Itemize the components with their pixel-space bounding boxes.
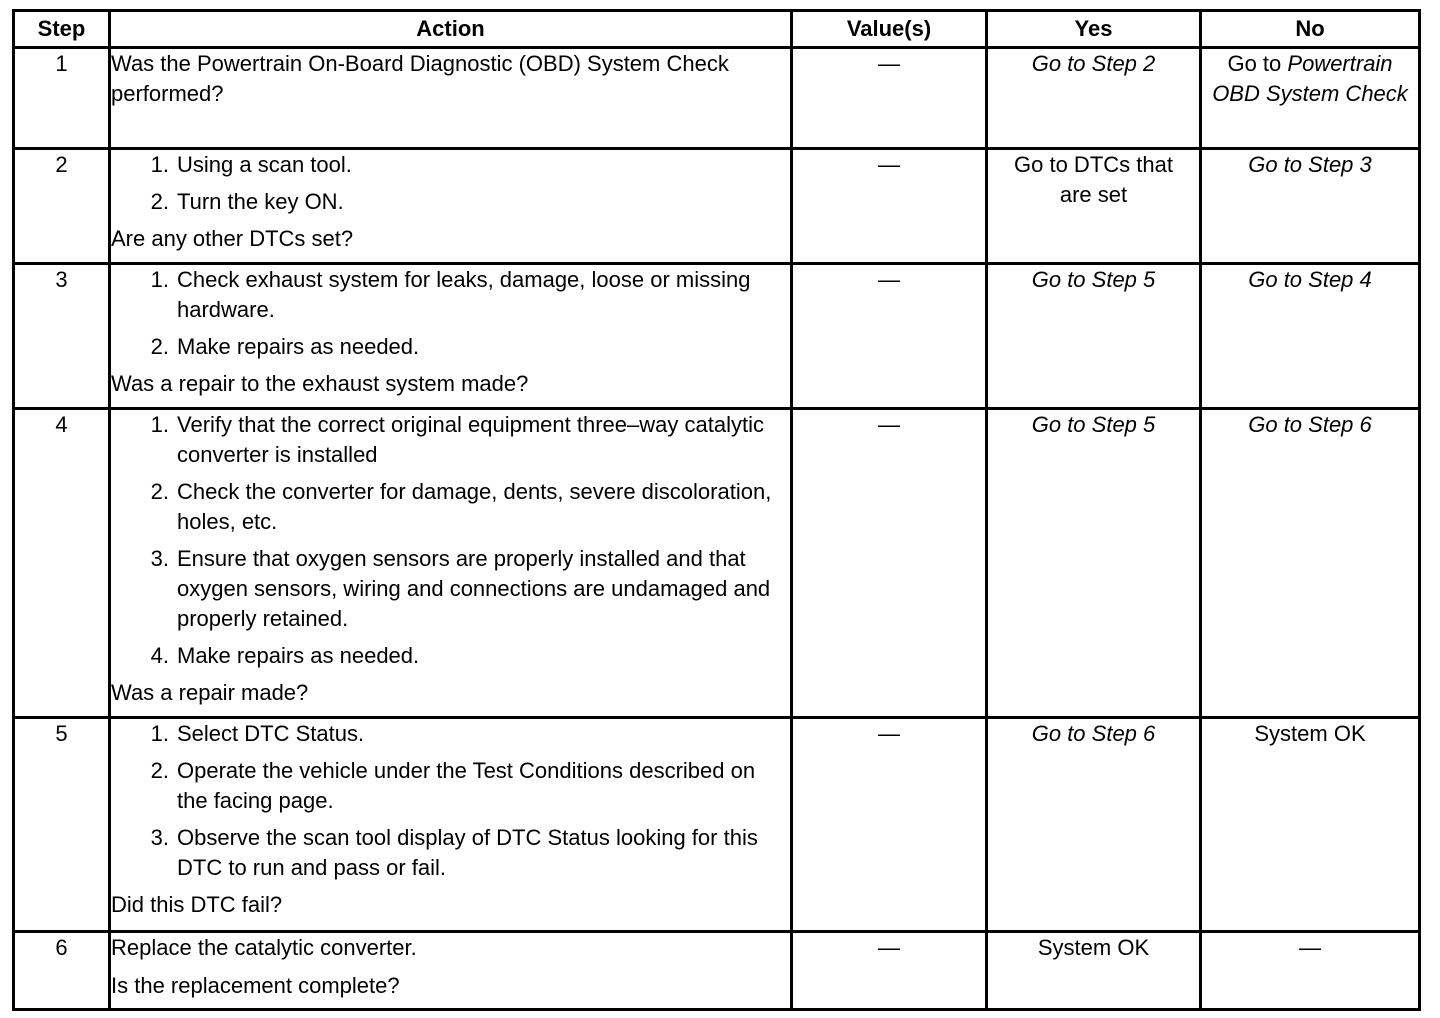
yes-cell: Go to Step 5 [987, 264, 1201, 409]
value-cell: — [792, 48, 987, 149]
action-step: 2. Operate the vehicle under the Test Conditions described on the facing page. [150, 758, 756, 813]
action-steps [111, 150, 790, 217]
table-row-step-2 [14, 149, 1420, 264]
header-row [14, 11, 1420, 48]
no-cell: Go to Step 6 [1201, 409, 1420, 718]
action-question: Was a repair made? [111, 680, 309, 705]
value-cell: — [792, 409, 987, 718]
no-cell: Go to Step 3 [1201, 149, 1420, 264]
action-cell [110, 48, 792, 149]
no-link-text: Powertrain OBD System Check [1212, 51, 1408, 106]
yes-cell: Go to Step 5 [987, 409, 1201, 718]
action-question: Are any other DTCs set? [111, 226, 354, 251]
action-question: Is the replacement complete? [111, 973, 400, 998]
table-row-step-6 [14, 932, 1420, 1010]
value-cell: — [792, 149, 987, 264]
action-steps [111, 719, 790, 883]
no-cell: Go to Step 4 [1201, 264, 1420, 409]
table-row-step-5 [14, 718, 1420, 932]
action-cell [110, 932, 792, 1010]
action-steps [111, 265, 790, 362]
value-cell: — [792, 264, 987, 409]
action-cell [110, 409, 792, 718]
action-step: 2. Make repairs as needed. [150, 334, 420, 359]
header-no: No [1201, 11, 1420, 48]
action-steps [111, 410, 790, 671]
table-row-step-3 [14, 264, 1420, 409]
yes-cell: Go to DTCs that are set [987, 149, 1201, 264]
action-step: 3. Ensure that oxygen sensors are properly installed and that oxygen sensors, wiring and connections are undamaged and properly retained. [150, 546, 771, 631]
step-number: 6 [14, 932, 110, 1010]
action-cell [110, 718, 792, 932]
action-cell [110, 149, 792, 264]
step-number: 4 [14, 409, 110, 718]
action-step: 3. Observe the scan tool display of DTC Status looking for this DTC to run and pass or fail. [150, 825, 758, 880]
action-step: 4. Make repairs as needed. [150, 643, 420, 668]
no-cell: System OK [1201, 718, 1420, 932]
action-step: 1. Verify that the correct original equipment three–way catalytic converter is installed [150, 412, 764, 467]
diagnostic-table [12, 9, 1421, 1011]
step-number: 3 [14, 264, 110, 409]
table-row-step-4 [14, 409, 1420, 718]
action-step: 2. Check the converter for damage, dents, severe discoloration, holes, etc. [150, 479, 772, 534]
action-step: 1. Check exhaust system for leaks, damage, loose or missing hardware. [150, 267, 751, 322]
table-row-step-1 [14, 48, 1420, 149]
no-cell [1201, 48, 1420, 149]
action-step: 1. Using a scan tool. [150, 152, 352, 177]
no-cell: — [1201, 932, 1420, 1010]
yes-cell: Go to Step 6 [987, 718, 1201, 932]
action-cell [110, 264, 792, 409]
header-values: Value(s) [792, 11, 987, 48]
value-cell: — [792, 718, 987, 932]
header-step: Step [14, 11, 110, 48]
action-question: Was a repair to the exhaust system made? [111, 371, 529, 396]
action-question: Did this DTC fail? [111, 892, 283, 917]
action-step: 2. Turn the key ON. [150, 189, 344, 214]
action-step: 1. Select DTC Status. [150, 721, 365, 746]
header-action: Action [110, 11, 792, 48]
action-text: Was the Powertrain On-Board Diagnostic (OBD) System Check performed? [111, 51, 729, 106]
header-yes: Yes [987, 11, 1201, 48]
step-number: 5 [14, 718, 110, 932]
no-prefix: Go to [1227, 51, 1282, 76]
action-text: Replace the catalytic converter. [111, 935, 417, 960]
step-number: 2 [14, 149, 110, 264]
yes-cell: Go to Step 2 [987, 48, 1201, 149]
yes-cell: System OK [987, 932, 1201, 1010]
step-number: 1 [14, 48, 110, 149]
value-cell: — [792, 932, 987, 1010]
